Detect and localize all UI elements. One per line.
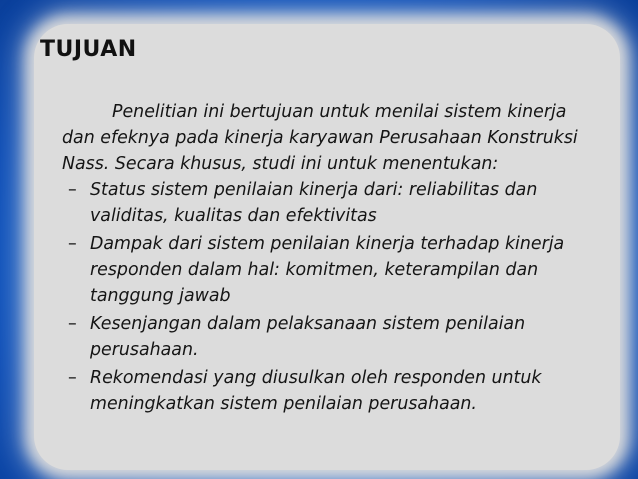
bullet-text: Dampak dari sistem penilaian kinerja terhadap kinerja responden dalam hal: komitmen, keterampilan dan tanggung jawab: [90, 234, 565, 306]
bullet-text: Rekomendasi yang diusulkan oleh responden untuk meningkatkan sistem penilaian perusahaan.: [90, 368, 542, 414]
slide-body: [62, 99, 602, 417]
bullet-dash: –: [68, 180, 77, 200]
bullet-text: Status sistem penilaian kinerja dari: reliabilitas dan validitas, kualitas dan efektivitas: [90, 180, 538, 226]
list-item: [62, 231, 602, 309]
intro-paragraph: Penelitian ini bertujuan untuk menilai sistem kinerja dan efeknya pada kinerja karyawan Perusahaan Konstruksi Nass. Secara khusus, studi ini untuk menentukan:: [62, 102, 578, 174]
bullet-dash: –: [68, 314, 77, 334]
list-item: [62, 177, 602, 229]
slide-title: TUJUAN: [40, 37, 137, 62]
list-item: [62, 365, 602, 417]
list-item: [62, 311, 602, 363]
bullet-list: [62, 177, 602, 417]
bullet-text: Kesenjangan dalam pelaksanaan sistem penilaian perusahaan.: [90, 314, 526, 360]
bullet-dash: –: [68, 368, 77, 388]
bullet-dash: –: [68, 234, 77, 254]
